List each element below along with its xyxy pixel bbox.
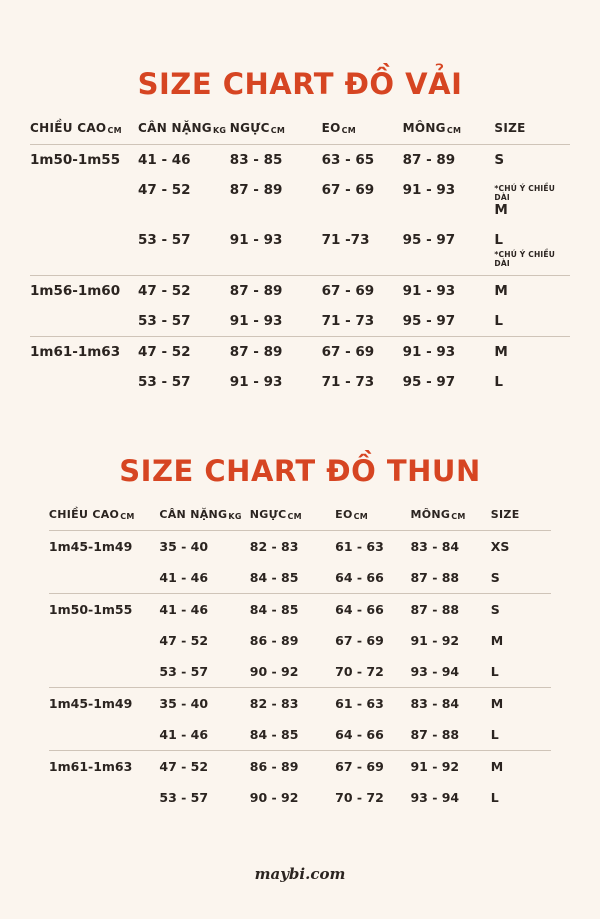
column-header-height-label: CHIỀU CAO xyxy=(48,507,120,521)
cell-weight: 53 - 57 xyxy=(159,663,209,679)
cell-hip: 83 - 84 xyxy=(410,687,490,719)
cell-size: S xyxy=(490,569,500,585)
cell-size: M xyxy=(490,632,504,648)
cell-height: 1m50-1m55 xyxy=(30,144,138,275)
column-header-height xyxy=(49,508,159,531)
cell-height: 1m61-1m63 xyxy=(49,750,159,813)
table-header-row xyxy=(30,121,570,145)
cell-size: L xyxy=(490,726,499,742)
cell-bust: 82 - 83 xyxy=(250,687,335,719)
cell-weight: 35 - 40 xyxy=(159,530,249,562)
cell-waist: 67 - 69 xyxy=(335,750,410,782)
table-row xyxy=(30,144,570,175)
cell-bust: 82 - 83 xyxy=(250,530,335,562)
column-header-size-label: SIZE xyxy=(494,120,526,135)
cell-weight: 41 - 46 xyxy=(138,144,230,175)
cell-weight: 47 - 52 xyxy=(138,181,191,198)
cell-hip: 83 - 84 xyxy=(410,530,490,562)
cell-weight: 35 - 40 xyxy=(159,687,249,719)
cell-bust: 90 - 92 xyxy=(249,663,299,679)
column-header-hip-unit: CM xyxy=(446,125,462,135)
cell-waist: 71 - 73 xyxy=(321,312,375,329)
column-header-bust-label: NGỰC xyxy=(229,120,270,135)
column-header-weight xyxy=(159,508,249,531)
cell-hip: 93 - 94 xyxy=(410,663,460,679)
column-header-bust xyxy=(230,121,322,145)
cell-waist: 71 -73 xyxy=(321,231,370,248)
cell-waist: 64 - 66 xyxy=(335,593,410,625)
cell-weight: 41 - 46 xyxy=(159,569,209,585)
column-header-waist-label: EO xyxy=(321,120,341,135)
cell-bust: 91 - 93 xyxy=(229,373,283,390)
cell-bust: 83 - 85 xyxy=(230,144,322,175)
page-title-do-vai: SIZE CHART ĐỒ VẢI xyxy=(137,67,463,102)
cell-waist: 61 - 63 xyxy=(335,687,410,719)
cell-size: S xyxy=(491,593,551,625)
column-header-bust xyxy=(250,508,335,531)
cell-size: M xyxy=(491,687,551,719)
cell-hip: 87 - 88 xyxy=(410,593,490,625)
cell-size: M xyxy=(494,336,570,367)
cell-bust: 87 - 89 xyxy=(230,336,322,367)
table-row xyxy=(49,593,551,625)
cell-waist: 63 - 65 xyxy=(322,144,403,175)
cell-weight: 41 - 46 xyxy=(159,593,249,625)
column-header-height-unit: CM xyxy=(120,511,135,521)
column-header-waist-unit: CM xyxy=(341,125,357,135)
cell-waist: 70 - 72 xyxy=(335,663,384,679)
cell-waist: 64 - 66 xyxy=(335,569,384,585)
cell-height: 1m45-1m49 xyxy=(49,687,159,750)
cell-size: L xyxy=(490,789,499,805)
cell-hip: 93 - 94 xyxy=(410,789,460,805)
column-header-size-label: SIZE xyxy=(490,507,520,521)
column-header-waist-unit: CM xyxy=(353,511,369,521)
table-row xyxy=(30,275,570,306)
cell-weight: 47 - 52 xyxy=(159,750,249,782)
cell-hip: 87 - 89 xyxy=(403,144,495,175)
cell-height: 1m61-1m63 xyxy=(30,336,138,397)
cell-bust: 91 - 93 xyxy=(229,231,283,248)
table-row xyxy=(49,750,551,782)
cell-bust: 84 - 85 xyxy=(249,726,299,742)
cell-size: M xyxy=(491,750,551,782)
cell-size xyxy=(494,144,570,175)
column-header-hip xyxy=(410,508,490,531)
size-value: M xyxy=(494,201,508,218)
cell-waist: 61 - 63 xyxy=(335,530,410,562)
footer-brand: maybi.com xyxy=(254,865,346,884)
cell-height: 1m56-1m60 xyxy=(30,275,138,336)
cell-bust: 86 - 89 xyxy=(249,632,299,648)
cell-hip: 91 - 92 xyxy=(410,750,490,782)
cell-weight: 53 - 57 xyxy=(138,231,191,248)
page-title-do-thun: SIZE CHART ĐỒ THUN xyxy=(119,454,481,489)
cell-hip: 95 - 97 xyxy=(402,231,456,248)
cell-weight: 47 - 52 xyxy=(138,275,230,306)
cell-weight: 47 - 52 xyxy=(138,336,230,367)
cell-hip: 91 - 92 xyxy=(410,632,460,648)
size-value: L xyxy=(494,231,503,248)
cell-waist: 70 - 72 xyxy=(335,789,384,805)
cell-waist: 67 - 69 xyxy=(322,336,403,367)
cell-size: L xyxy=(494,373,503,390)
column-header-bust-unit: CM xyxy=(287,511,302,521)
cell-bust: 84 - 85 xyxy=(250,593,335,625)
column-header-waist xyxy=(335,508,410,531)
cell-waist: 67 - 69 xyxy=(322,275,403,306)
table-row xyxy=(49,530,551,562)
cell-bust: 86 - 89 xyxy=(250,750,335,782)
cell-bust: 84 - 85 xyxy=(249,569,299,585)
cell-weight: 53 - 57 xyxy=(159,789,209,805)
column-header-height-unit: CM xyxy=(107,125,122,135)
cell-hip: 95 - 97 xyxy=(402,312,456,329)
column-header-waist xyxy=(322,121,403,145)
column-header-weight-label: CÂN NẶNG xyxy=(159,507,228,521)
column-header-weight-label: CÂN NẶNG xyxy=(138,120,212,135)
cell-hip: 87 - 88 xyxy=(410,569,460,585)
table-row xyxy=(30,336,570,367)
column-header-bust-label: NGỰC xyxy=(249,507,287,521)
cell-weight: 47 - 52 xyxy=(159,632,209,648)
table-row xyxy=(49,687,551,719)
cell-size: M xyxy=(494,275,570,306)
cell-weight: 53 - 57 xyxy=(138,373,191,390)
cell-weight: 53 - 57 xyxy=(138,312,191,329)
cell-waist: 67 - 69 xyxy=(335,632,384,648)
column-header-hip xyxy=(403,121,495,145)
column-header-hip-label: MÔNG xyxy=(402,120,446,135)
cell-bust: 87 - 89 xyxy=(230,275,322,306)
column-header-height-label: CHIỀU CAO xyxy=(30,120,107,135)
column-header-waist-label: EO xyxy=(335,507,353,521)
table-header-row xyxy=(49,508,551,531)
cell-waist: 67 - 69 xyxy=(321,181,375,198)
cell-bust: 91 - 93 xyxy=(229,312,283,329)
size-chart-page xyxy=(0,19,600,919)
cell-size xyxy=(494,225,570,276)
size-value: S xyxy=(494,151,505,168)
cell-hip: 95 - 97 xyxy=(402,373,456,390)
column-header-hip-label: MÔNG xyxy=(410,507,451,521)
size-note: *CHÚ Ý CHIỀU DÀI xyxy=(494,183,556,202)
column-header-weight xyxy=(138,121,230,145)
cell-waist: 71 - 73 xyxy=(321,373,375,390)
column-header-weight-unit: KG xyxy=(228,511,242,521)
column-header-height xyxy=(30,121,138,145)
cell-hip: 91 - 93 xyxy=(403,336,495,367)
size-table-do-vai xyxy=(30,121,570,397)
column-header-bust-unit: CM xyxy=(270,125,286,135)
cell-height: 1m50-1m55 xyxy=(49,593,159,687)
size-table-do-thun xyxy=(49,508,551,813)
cell-bust: 90 - 92 xyxy=(249,789,299,805)
cell-size xyxy=(494,175,570,225)
cell-size: L xyxy=(494,312,503,329)
column-header-size xyxy=(494,121,570,145)
cell-hip: 91 - 93 xyxy=(403,275,495,306)
column-header-hip-unit: CM xyxy=(451,511,466,521)
column-header-size xyxy=(491,508,551,531)
column-header-weight-unit: KG xyxy=(212,125,227,135)
size-note: *CHÚ Ý CHIỀU DÀI xyxy=(494,249,556,268)
cell-size: L xyxy=(490,663,499,679)
cell-hip: 87 - 88 xyxy=(410,726,460,742)
cell-size: XS xyxy=(491,530,551,562)
cell-bust: 87 - 89 xyxy=(229,181,283,198)
cell-weight: 41 - 46 xyxy=(159,726,209,742)
cell-hip: 91 - 93 xyxy=(402,181,456,198)
cell-waist: 64 - 66 xyxy=(335,726,384,742)
cell-height: 1m45-1m49 xyxy=(49,530,159,593)
